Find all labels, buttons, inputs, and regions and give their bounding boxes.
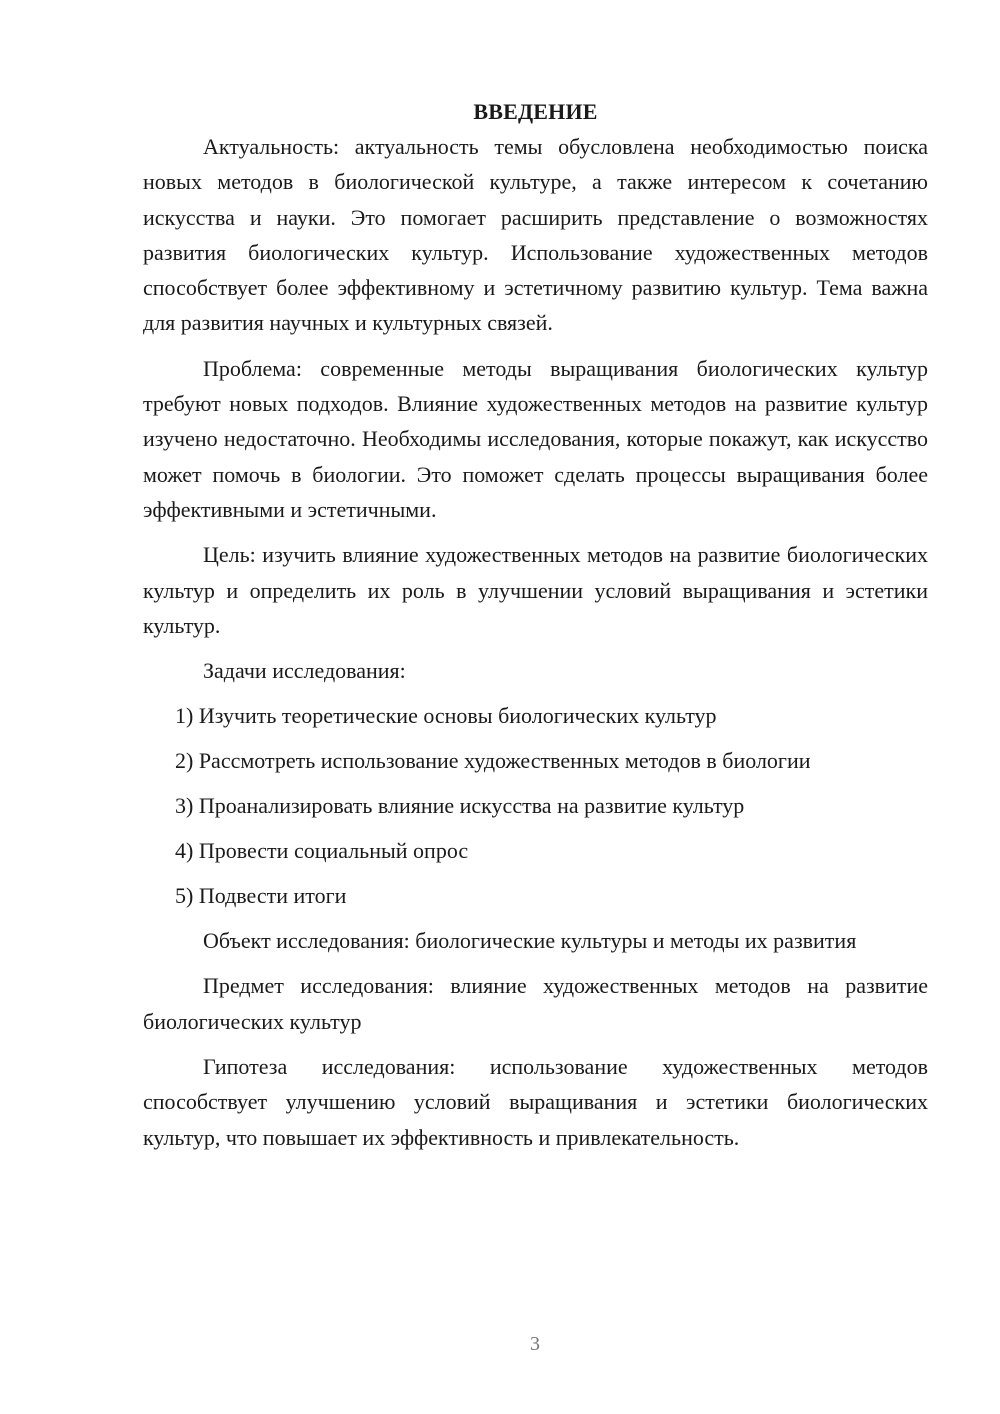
task-item-1: 1) Изучить теоретические основы биологических культур <box>175 703 717 729</box>
paragraph-goal: Цель: изучить влияние художественных методов на развитие биологических культур и определить их роль в улучшении условий выращивания и эстетики культур. <box>143 542 928 638</box>
paragraph-problem: Проблема: современные методы выращивания биологических культур требуют новых подходов. Влияние художественных методов на развитие культур изучено недостаточно. Необходимы исследования, которые покажут, как искусство может помочь в биологии. Это поможет сделать процессы выращивания более эффективными и эстетичными. <box>143 355 928 522</box>
paragraph-object: Объект исследования: биологические культуры и методы их развития <box>203 928 857 954</box>
document-title: ВВЕДЕНИЕ <box>473 99 598 124</box>
tasks-heading: Задачи исследования: <box>203 658 406 684</box>
task-item-3: 3) Проанализировать влияние искусства на развитие культур <box>175 793 745 819</box>
paragraph-relevance: Актуальность: актуальность темы обусловлена необходимостью поиска новых методов в биологической культуре, а также интересом к сочетанию искусства и науки. Это помогает расширить представление о возможностях развития биологических культур. Использование художественных методов способствует более эффективному и эстетичному развитию культур. Тема важна для развития научных и культурных связей. <box>143 134 928 336</box>
task-item-4: 4) Провести социальный опрос <box>175 838 469 864</box>
task-item-2: 2) Рассмотреть использование художественных методов в биологии <box>175 748 811 774</box>
task-item-5: 5) Подвести итоги <box>175 883 347 909</box>
page-number: 3 <box>530 1333 540 1355</box>
paragraph-hypothesis: Гипотеза исследования: использование художественных методов способствует улучшению условий выращивания и эстетики биологических культур, что повышает их эффективность и привлекательность. <box>143 1054 928 1150</box>
document-page <box>143 94 928 1165</box>
paragraph-subject: Предмет исследования: влияние художественных методов на развитие биологических культур <box>143 973 928 1034</box>
